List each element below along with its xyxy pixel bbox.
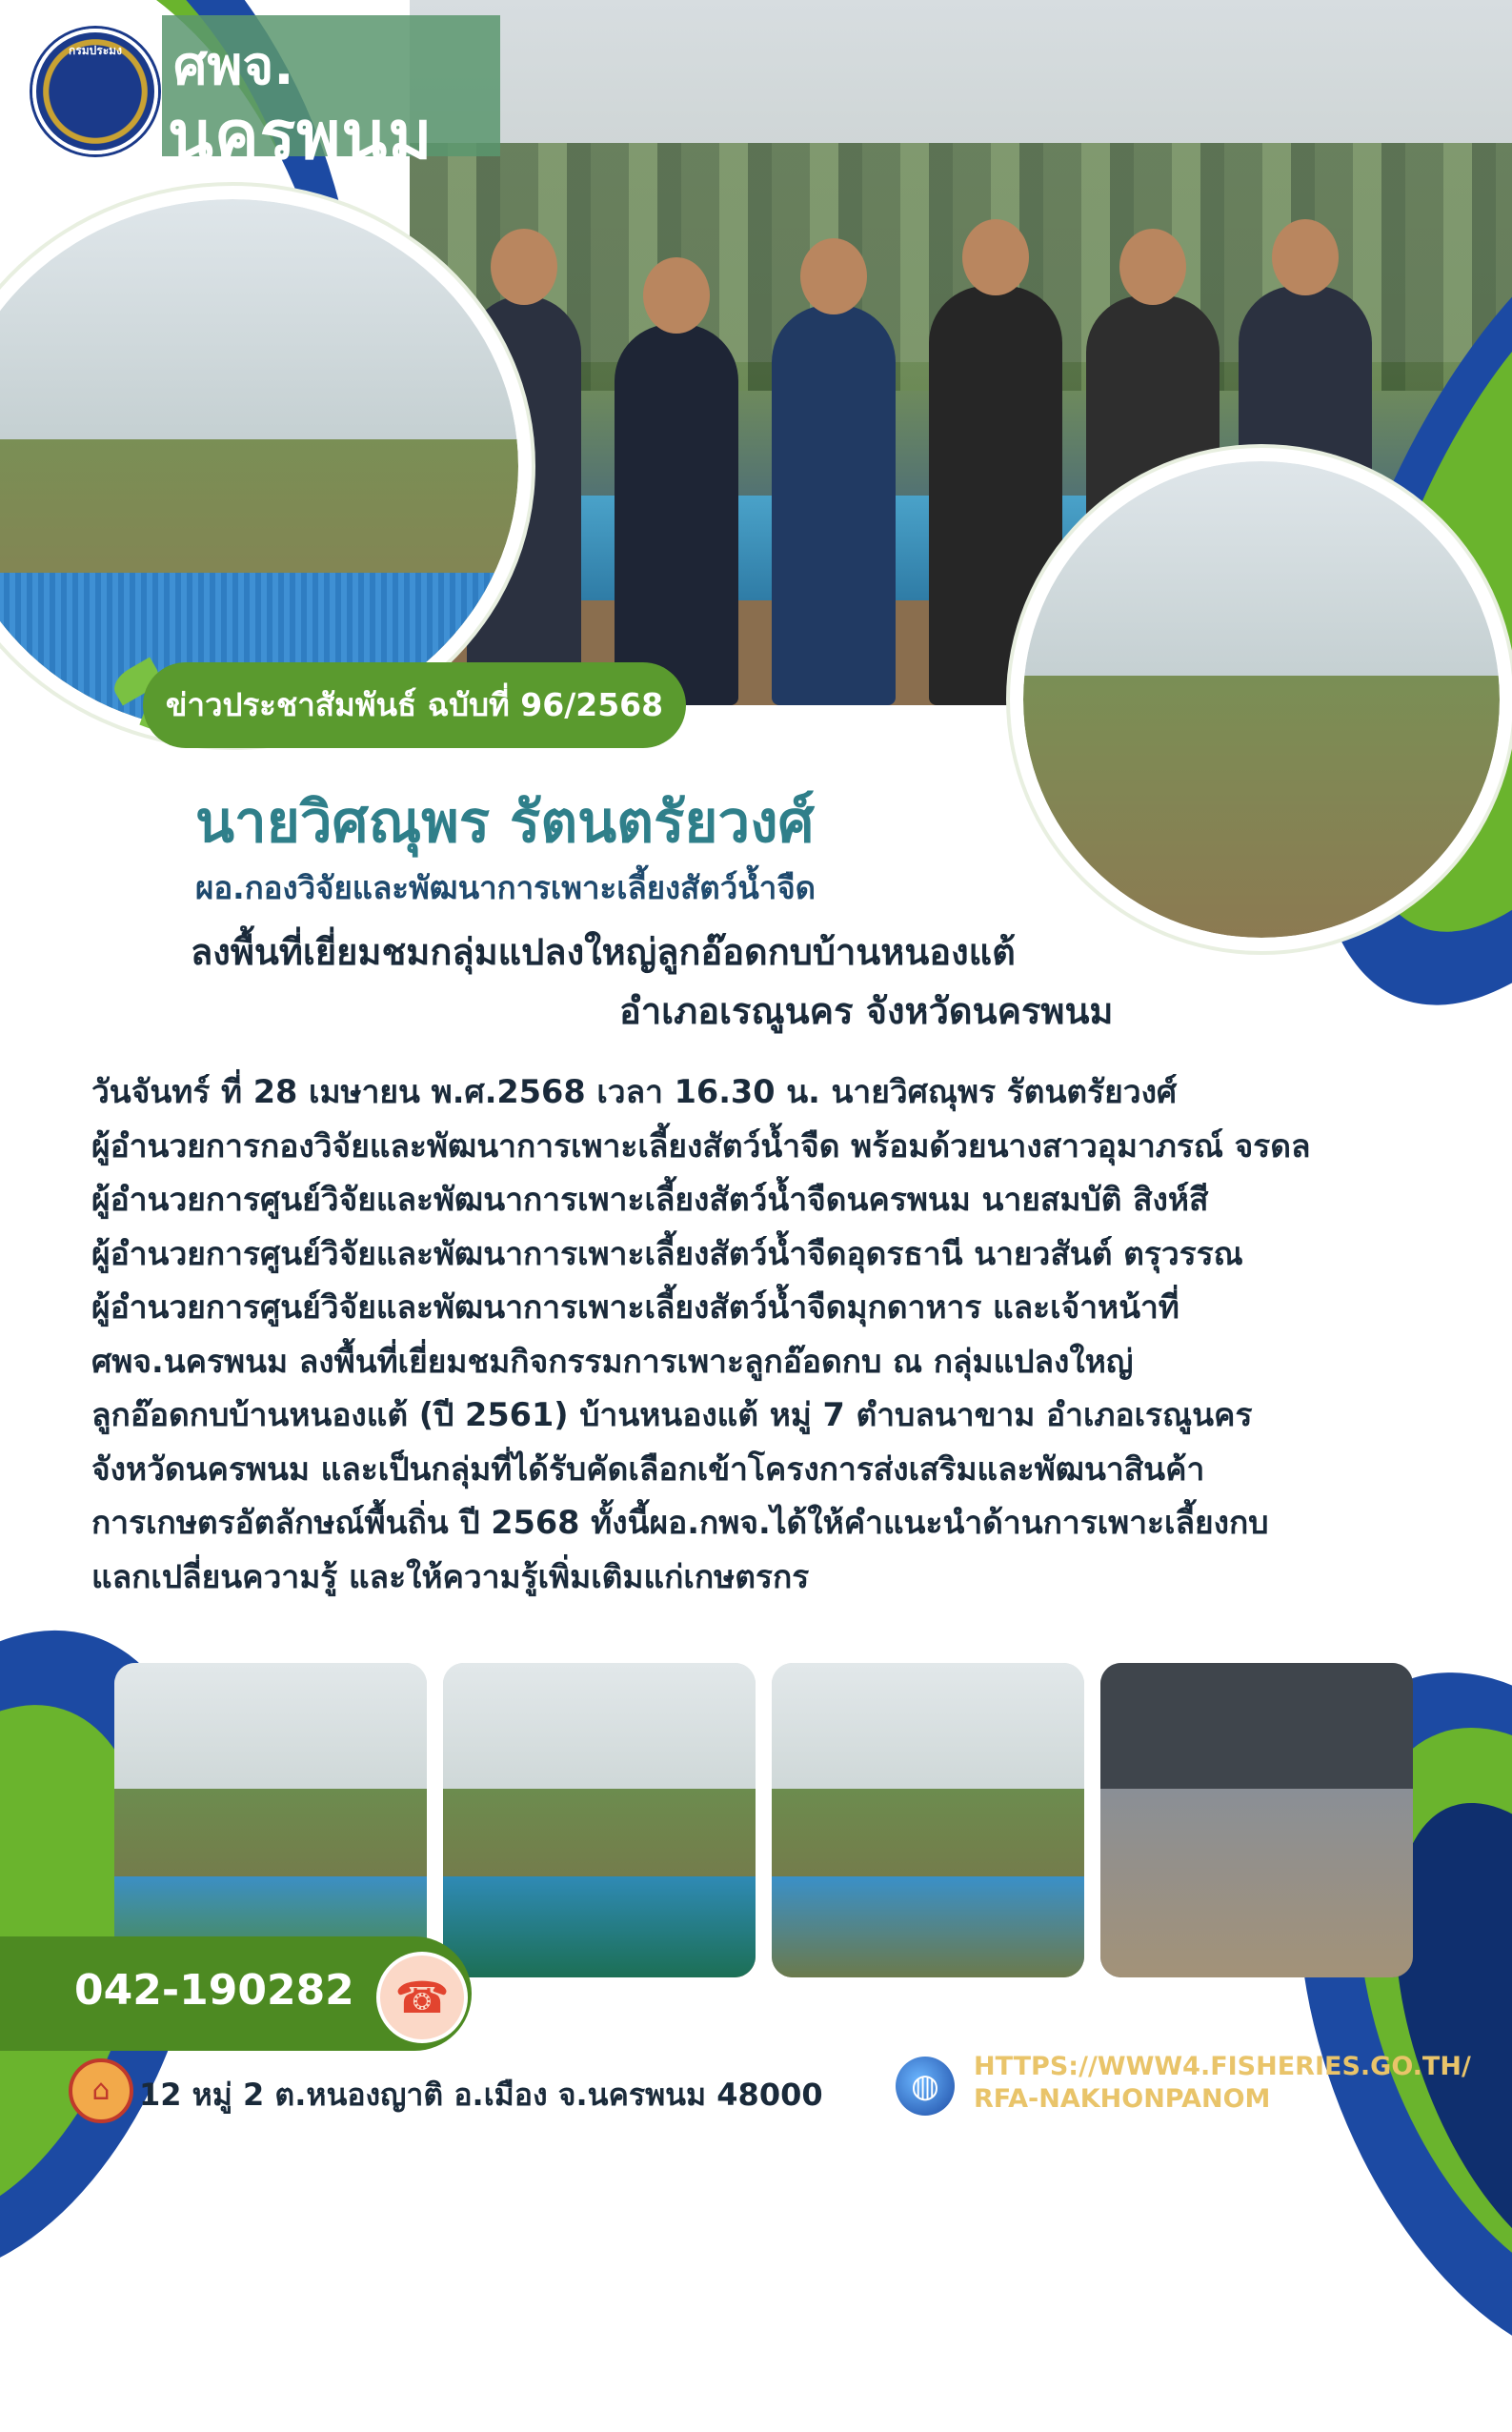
body-line: การเกษตรอัตลักษณ์พื้นถิ่น ปี 2568 ทั้งนี้ผอ.กพจ.ได้ให้คำแนะนำด้านการเพาะเลี้ยงกบ (91, 1504, 1269, 1541)
fisheries-logo (32, 29, 158, 154)
phone-icon: ☎ (376, 1952, 468, 2043)
globe-icon: ◍ (896, 2057, 955, 2116)
website-link[interactable] (974, 2051, 1471, 2116)
body-line: ลูกอ๊อดกบบ้านหนองแต้ (ปี 2561) บ้านหนองแต้ หมู่ 7 ตำบลนาขาม อำเภอเรณูนคร (91, 1396, 1253, 1433)
body-line: ผู้อำนวยการศูนย์วิจัยและพัฒนาการเพาะเลี้ยงสัตว์น้ำจืดอุดรธานี นายวสันต์ ตรุวรรณ (91, 1234, 1243, 1272)
body-line: ผู้อำนวยการศูนย์วิจัยและพัฒนาการเพาะเลี้ยงสัตว์น้ำจืดมุกดาหาร และเจ้าหน้าที่ (91, 1288, 1179, 1326)
headline-line-2: อำเภอเรณูนคร จังหวัดนครพนม (619, 990, 1114, 1032)
logo-text: กรมประมง (69, 44, 122, 57)
website-line-2: RFA-NAKHONPANOM (974, 2084, 1271, 2114)
website-line-1: HTTPS://WWW4.FISHERIES.GO.TH/ (974, 2052, 1471, 2081)
person-name: นายวิศณุพร รัตนตรัยวงศ์ (195, 789, 815, 856)
phone-number[interactable]: 042-190282 (74, 1966, 354, 2015)
body-line: ศพจ.นครพนม ลงพื้นที่เยี่ยมชมกิจกรรมการเพาะลูกอ๊อดกบ ณ กลุ่มแปลงใหญ่ (91, 1342, 1134, 1380)
body-line: จังหวัดนครพนม และเป็นกลุ่มที่ได้รับคัดเลือกเข้าโครงการส่งเสริมและพัฒนาสินค้า (91, 1449, 1205, 1488)
location-pin-icon: ⌂ (69, 2058, 133, 2123)
photo-person (772, 305, 896, 705)
body-line: แลกเปลี่ยนความรู้ และให้ความรู้เพิ่มเติมแก่เกษตรกร (91, 1557, 810, 1595)
person-position: ผอ.กองวิจัยและพัฒนาการเพาะเลี้ยงสัตว์น้ำจืด (195, 869, 816, 906)
title-big: นครพนม (168, 96, 433, 174)
body-paragraph (91, 1065, 1435, 1604)
photo-person (615, 324, 738, 705)
body-line: ผู้อำนวยการศูนย์วิจัยและพัฒนาการเพาะเลี้ยงสัตว์น้ำจืดนครพนม นายสมบัติ สิงห์สี (91, 1181, 1209, 1218)
body-line: วันจันทร์ ที่ 28 เมษายน พ.ศ.2568 เวลา 16.30 น. นายวิศณุพร รัตนตรัยวงศ์ (91, 1073, 1178, 1110)
gallery-photo-1 (114, 1663, 427, 1977)
title-small: ศพจ. (173, 35, 294, 97)
gallery-photo-3 (772, 1663, 1084, 1977)
news-badge: ข่าวประชาสัมพันธ์ ฉบับที่ 96/2568 (143, 662, 686, 748)
gallery-photo-4 (1100, 1663, 1413, 1977)
headline-line-1: ลงพื้นที่เยี่ยมชมกลุ่มแปลงใหญ่ลูกอ๊อดกบบ้านหนองแต้ (191, 931, 1016, 973)
circle-photo-right (1010, 448, 1512, 951)
address: 12 หมู่ 2 ต.หนองญาติ อ.เมือง จ.นครพนม 48000 (139, 2077, 823, 2113)
body-line: ผู้อำนวยการกองวิจัยและพัฒนาการเพาะเลี้ยงสัตว์น้ำจืด พร้อมด้วยนางสาวอุมาภรณ์ จรดล (91, 1126, 1311, 1165)
gallery-photo-2 (443, 1663, 756, 1977)
